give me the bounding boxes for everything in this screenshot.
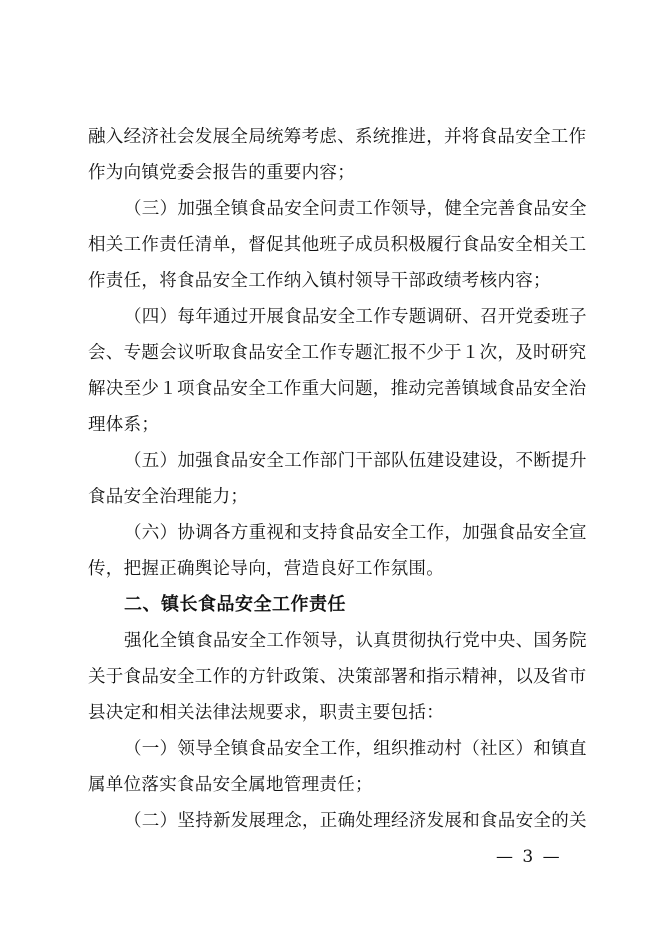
text-line: （五）加强食品安全工作部门干部队伍建设建设，不断提升 — [124, 451, 587, 471]
text-line: 作责任，将食品安全工作纳入镇村领导干部政绩考核内容； — [88, 271, 551, 291]
text-line: （三）加强全镇食品安全问责工作领导，健全完善食品安全 — [124, 199, 587, 219]
text-line: （二）坚持新发展理念，正确处理经济发展和食品安全的关 — [124, 811, 587, 831]
text-line: 强化全镇食品安全工作领导，认真贯彻执行党中央、国务院 — [124, 631, 587, 651]
section-heading: 二、镇长食品安全工作责任 — [124, 594, 346, 615]
text-line: 传，把握正确舆论导向，营造良好工作氛围。 — [88, 559, 444, 579]
text-line: 相关工作责任清单，督促其他班子成员积极履行食品安全相关工 — [88, 235, 587, 255]
text-line: （六）协调各方重视和支持食品安全工作，加强食品安全宣 — [124, 523, 587, 543]
text-line: 融入经济社会发展全局统筹考虑、系统推进，并将食品安全工作 — [88, 127, 587, 147]
text-line: （四）每年通过开展食品安全工作专题调研、召开党委班子 — [124, 307, 587, 327]
page-number: — 3 — — [496, 847, 562, 867]
text-line: 会、专题会议听取食品安全工作专题汇报不少于１次，及时研究 — [88, 343, 587, 363]
text-line: 县决定和相关法律法规要求，职责主要包括： — [88, 703, 444, 723]
text-line: 属单位落实食品安全属地管理责任； — [88, 775, 373, 795]
text-line: 理体系； — [88, 415, 160, 435]
text-line: 食品安全治理能力； — [88, 487, 249, 507]
text-line: 解决至少１项食品安全工作重大问题，推动完善镇域食品安全治 — [88, 379, 587, 399]
text-line: （一）领导全镇食品安全工作，组织推动村（社区）和镇直 — [124, 739, 587, 759]
text-line: 作为向镇党委会报告的重要内容； — [88, 163, 355, 183]
text-line: 关于食品安全工作的方针政策、决策部署和指示精神，以及省市 — [88, 667, 587, 687]
